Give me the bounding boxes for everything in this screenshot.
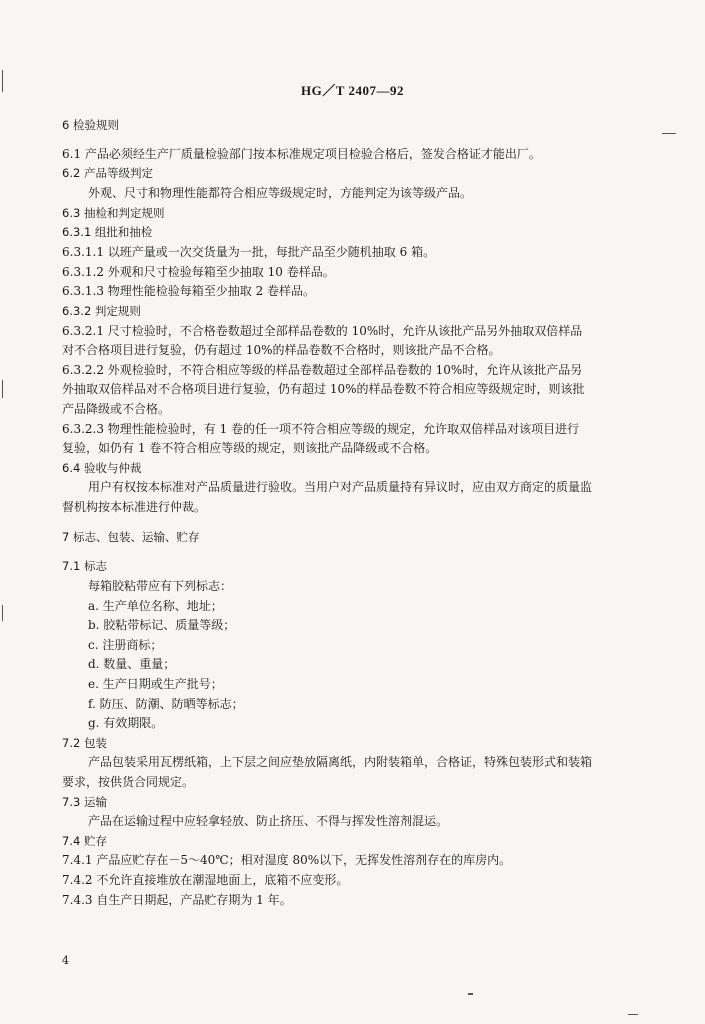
clause-6-4-line1: 用户有权按本标准对产品质量进行验收。当用户对产品质量持有异议时，应由双方商定的质量监 [88,480,593,494]
list-item-g: g. 有效期限。 [88,716,164,730]
clause-7-2-heading: 7.2 包装 [62,736,107,750]
list-item-e: e. 生产日期或生产批号； [88,677,223,691]
clause-7-3-text: 产品在运输过程中应轻拿轻放、防止挤压、不得与挥发性溶剂混运。 [88,814,449,828]
clause-6-3-1-2: 6.3.1.2 外观和尺寸检验每箱至少抽取 10 卷样品。 [62,265,335,279]
clause-6-3-2-2-line1: 6.3.2.2 外观检验时，不符合相应等级的样品卷数超过全部样品卷数的 10%时，允许从该批产品另 [62,363,583,377]
section-6-heading: 6 检验规则 [62,118,119,132]
list-item-f: f. 防压、防潮、防晒等标志； [88,697,244,711]
clause-6-1: 6.1 产品必须经生产厂质量检验部门按本标准规定项目检验合格后，签发合格证才能出厂。 [62,147,541,161]
list-item-c: c. 注册商标； [88,638,163,652]
clause-7-2-line1: 产品包装采用瓦楞纸箱，上下层之间应垫放隔离纸，内附装箱单，合格证，特殊包装形式和装箱 [88,755,593,769]
clause-6-2-text: 外观、尺寸和物理性能都符合相应等级规定时，方能判定为该等级产品。 [88,186,473,200]
clause-6-3-2-1-line2: 对不合格项目进行复验，仍有超过 10%的样品卷数不合格时，则该批产品不合格。 [62,343,501,357]
list-item-d: d. 数量、重量； [88,657,176,671]
page-header: HG／T 2407—92 [301,83,404,98]
scan-mark-bottom [468,993,473,995]
clause-6-3-2-heading: 6.3.2 判定规则 [62,304,141,318]
clause-6-3-2-3-line2: 复验，如仍有 1 卷不符合相应等级的规定，则该批产品降级或不合格。 [62,441,438,455]
clause-7-1-intro: 每箱胶粘带应有下列标志： [88,579,233,593]
list-item-b: b. 胶粘带标记、质量等级； [88,618,236,632]
clause-6-3-1-heading: 6.3.1 组批和抽检 [62,225,153,239]
clause-7-4-1: 7.4.1 产品应贮存在－5～40℃；相对湿度 80%以下，无挥发性溶剂存在的库房内。 [62,853,512,867]
clause-6-3-2-1-line1: 6.3.2.1 尺寸检验时，不合格卷数超过全部样品卷数的 10%时，允许从该批产品另外抽取双倍样品 [62,324,583,338]
clause-6-3-2-2-line2: 外抽取双倍样品对不合格项目进行复验，仍有超过 10%的样品卷数不符合相应等级规定时，则该批 [62,382,585,396]
clause-7-3-heading: 7.3 运输 [62,795,107,809]
clause-7-1-heading: 7.1 标志 [62,559,107,573]
scan-mark-left-low [2,605,3,621]
clause-6-3-heading: 6.3 抽检和判定规则 [62,206,165,220]
clause-6-4-line2: 督机构按本标准进行仲裁。 [62,500,207,514]
clause-6-2-heading: 6.2 产品等级判定 [62,166,153,180]
section-7-heading: 7 标志、包装、运输、贮存 [62,530,200,544]
scan-mark-corner [628,1014,638,1015]
scan-mark-left-top [2,70,3,92]
clause-7-4-heading: 7.4 贮存 [62,834,107,848]
clause-6-3-2-2-line3: 产品降级或不合格。 [62,402,171,416]
scan-mark-left-mid [2,380,3,398]
clause-7-4-2: 7.4.2 不允许直接堆放在潮湿地面上，底箱不应变形。 [62,873,349,887]
clause-6-3-1-1: 6.3.1.1 以班产量或一次交货量为一批，每批产品至少随机抽取 6 箱。 [62,245,436,259]
clause-6-4-heading: 6.4 验收与仲裁 [62,461,142,475]
clause-6-3-2-3-line1: 6.3.2.3 物理性能检验时，有 1 卷的任一项不符合相应等级的规定，允许取双倍样品对该项目进行 [62,422,580,436]
clause-7-4-3: 7.4.3 自生产日期起，产品贮存期为 1 年。 [62,893,292,907]
page-number: 4 [62,954,69,967]
list-item-a: a. 生产单位名称、地址； [88,599,223,613]
scan-mark-right [662,133,676,134]
clause-7-2-line2: 要求，按供货合同规定。 [62,775,195,789]
clause-6-3-1-3: 6.3.1.3 物理性能检验每箱至少抽取 2 卷样品。 [62,284,316,298]
